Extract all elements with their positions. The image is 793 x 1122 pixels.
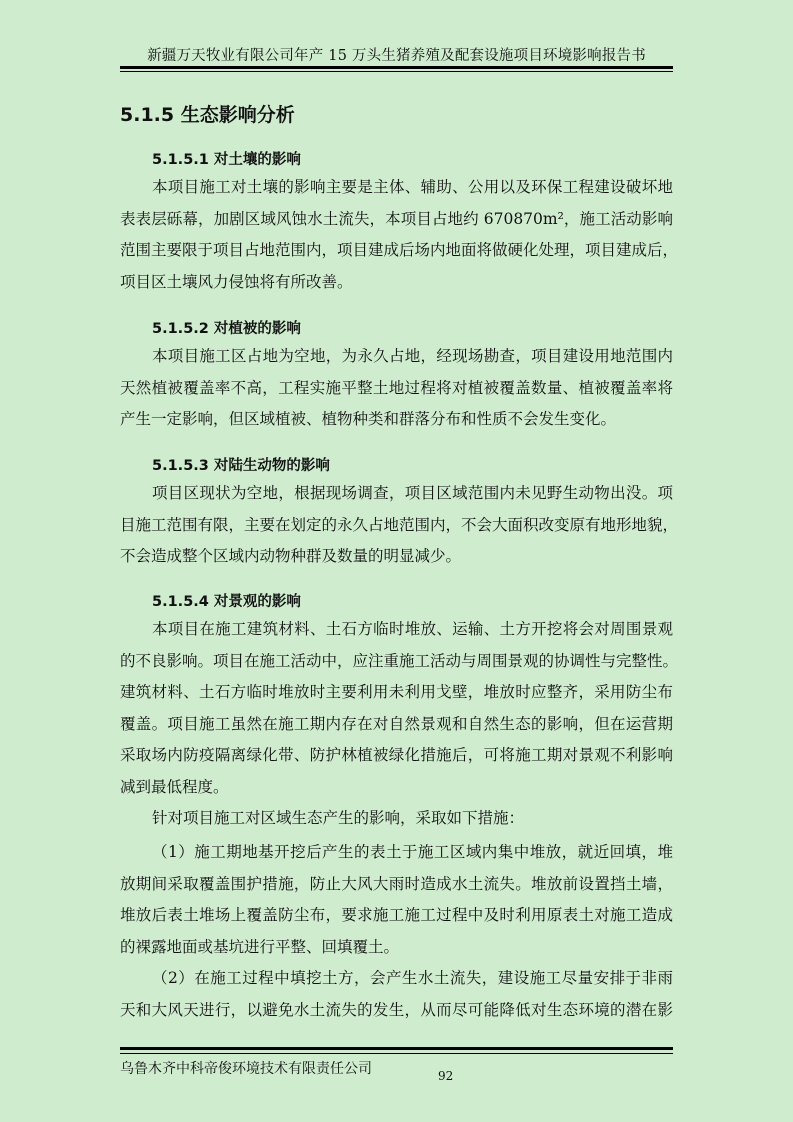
subsection-heading-landscape: 5.1.5.4 对景观的影响 [152,594,301,610]
text-line: （2）在施工过程中填挖土方，会产生水土流失，建设施工尽量安排于非雨 [152,969,673,987]
page-number: 92 [438,1069,454,1083]
text-line: 放期间采取覆盖围护措施，防止大风大雨时造成水土流失。堆放前设置挡土墙， [120,874,673,893]
text-line: 的裸露地面或基坑进行平整、回填覆土。 [120,937,400,956]
footer-rule-thin [120,1053,673,1054]
text-line: 天和大风天进行，以避免水土流失的发生，从而尽可能降低对生态环境的潜在影 [120,1000,673,1019]
text-line: 项目区现状为空地，根据现场调查，项目区域范围内未见野生动物出没。项 [152,484,673,502]
subsection-heading-animals: 5.1.5.3 对陆生动物的影响 [152,458,330,474]
text-line: 本项目在施工建筑材料、土石方临时堆放、运输、土方开挖将会对周围景观 [152,620,673,638]
paragraph-animals [120,478,679,573]
running-header: 新疆万天牧业有限公司年产 15 万头生猪养殖及配套设施项目环境影响报告书 [147,48,646,64]
text-line: 针对项目施工对区域生态产生的影响，采取如下措施： [152,809,525,827]
footer-rule-thick [120,1047,673,1050]
header-rule-thick [120,66,673,69]
section-heading: 5.1.5 生态影响分析 [120,104,295,126]
text-line: 范围主要限于项目占地范围内，项目建成后场内地面将做硬化处理，项目建成后， [120,241,679,259]
footer-company: 乌鲁木齐中科帝俊环境技术有限责任公司 [120,1061,372,1077]
text-line: 天然植被覆盖率不高，工程实施平整土地过程将对植被覆盖数量、植被覆盖率将 [120,378,673,397]
paragraph-measure-2 [120,963,673,1026]
text-line: 的不良影响。项目在施工活动中，应注重施工活动与周围景观的协调性与完整性。 [120,651,679,670]
text-line: 建筑材料、土石方临时堆放时主要利用未利用戈壁，堆放时应整齐，采用防尘布 [120,683,673,701]
text-line: 不会造成整个区域内动物种群及数量的明显减少。 [120,547,462,565]
paragraph-vegetation [120,341,673,436]
text-line: 目施工范围有限，主要在划定的永久占地范围内，不会大面积改变原有地形地貌， [120,515,679,534]
paragraph-measures-intro [120,803,673,835]
text-line: 本项目施工对土壤的影响主要是主体、辅助、公用以及环保工程建设破坏地 [152,178,673,196]
paragraph-soil [120,172,679,298]
subsection-heading-vegetation: 5.1.5.2 对植被的影响 [152,321,301,337]
text-line: 堆放后表土堆场上覆盖防尘布，要求施工施工过程中及时利用原表土对施工造成 [120,906,673,924]
text-line: （1）施工期地基开挖后产生的表土于施工区域内集中堆放，就近回填，堆 [152,843,673,861]
text-line: 减到最低程度。 [120,777,229,796]
paragraph-landscape [120,614,679,803]
text-line: 采取场内防疫隔离绿化带、防护林植被绿化措施后，可将施工期对景观不利影响 [120,746,673,764]
subsection-heading-soil: 5.1.5.1 对土壤的影响 [152,152,301,168]
text-line: 覆盖。项目施工虽然在施工期内存在对自然景观和自然生态的影响，但在运营期 [120,714,673,733]
text-line: 产生一定影响，但区域植被、植物种类和群落分布和性质不会发生变化。 [120,410,617,428]
paragraph-measure-1 [120,837,673,963]
text-line: 项目区土壤风力侵蚀将有所改善。 [120,272,353,291]
text-line: 本项目施工区占地为空地，为永久占地，经现场勘查，项目建设用地范围内 [152,347,673,365]
header-rule-thin [120,71,673,72]
text-line: 表表层砾幕，加剧区域风蚀水土流失，本项目占地约 670870m²，施工活动影响 [120,209,673,228]
